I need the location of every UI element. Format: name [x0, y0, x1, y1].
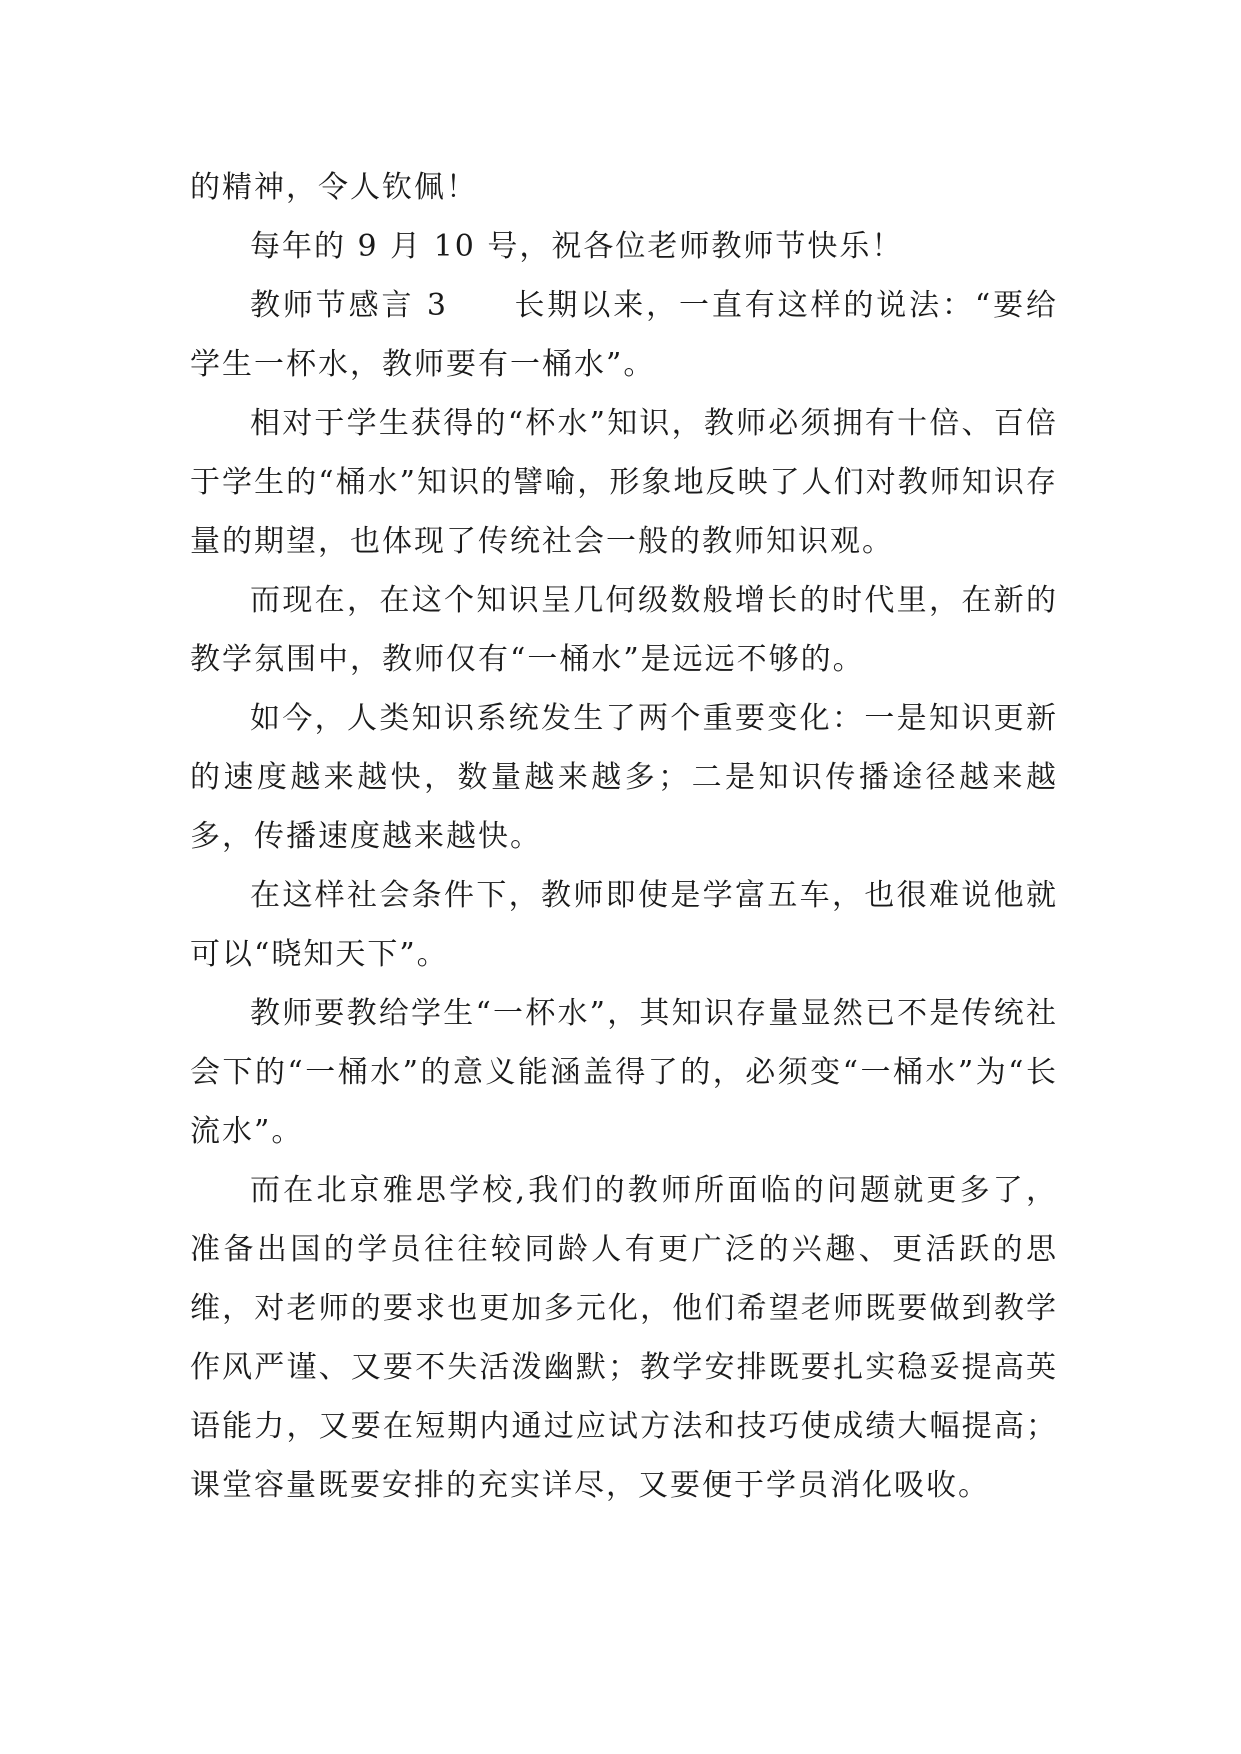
paragraph: 在这样社会条件下，教师即使是学富五车，也很难说他就可以“晓知天下”。 — [190, 878, 1058, 972]
paragraph-section-heading: 教师节感言 3 长期以来，一直有这样的说法：“要给学生一杯水，教师要有一桶水”。 — [190, 288, 1058, 382]
paragraph: 如今，人类知识系统发生了两个重要变化：一是知识更新的速度越来越快，数量越来越多；二是知识传播途径越来越多，传播速度越来越快。 — [190, 701, 1058, 854]
document-body — [190, 158, 1058, 1515]
paragraph-greeting: 每年的 9 月 10 号，祝各位老师教师节快乐！ — [250, 229, 904, 264]
paragraph: 而在北京雅思学校,我们的教师所面临的问题就更多了，准备出国的学员往往较同龄人有更广泛的兴趣、更活跃的思维，对老师的要求也更加多元化，他们希望老师既要做到教学作风严谨、又要不失活泼幽默；教学安排既要扎实稳妥提高英语能力，又要在短期内通过应试方法和技巧使成绩大幅提高；课堂容量既要安排的充实详尽，又要便于学员消化吸收。 — [190, 1173, 1058, 1503]
paragraph: 相对于学生获得的“杯水”知识，教师必须拥有十倍、百倍于学生的“桶水”知识的譬喻，形象地反映了人们对教师知识存量的期望，也体现了传统社会一般的教师知识观。 — [190, 406, 1058, 559]
paragraph: 而现在，在这个知识呈几何级数般增长的时代里，在新的教学氛围中，教师仅有“一桶水”是远远不够的。 — [190, 583, 1058, 677]
paragraph-continuation: 的精神，令人钦佩！ — [190, 170, 478, 205]
paragraph: 教师要教给学生“一杯水”，其知识存量显然已不是传统社会下的“一桶水”的意义能涵盖得了的，必须变“一桶水”为“长流水”。 — [190, 996, 1058, 1149]
